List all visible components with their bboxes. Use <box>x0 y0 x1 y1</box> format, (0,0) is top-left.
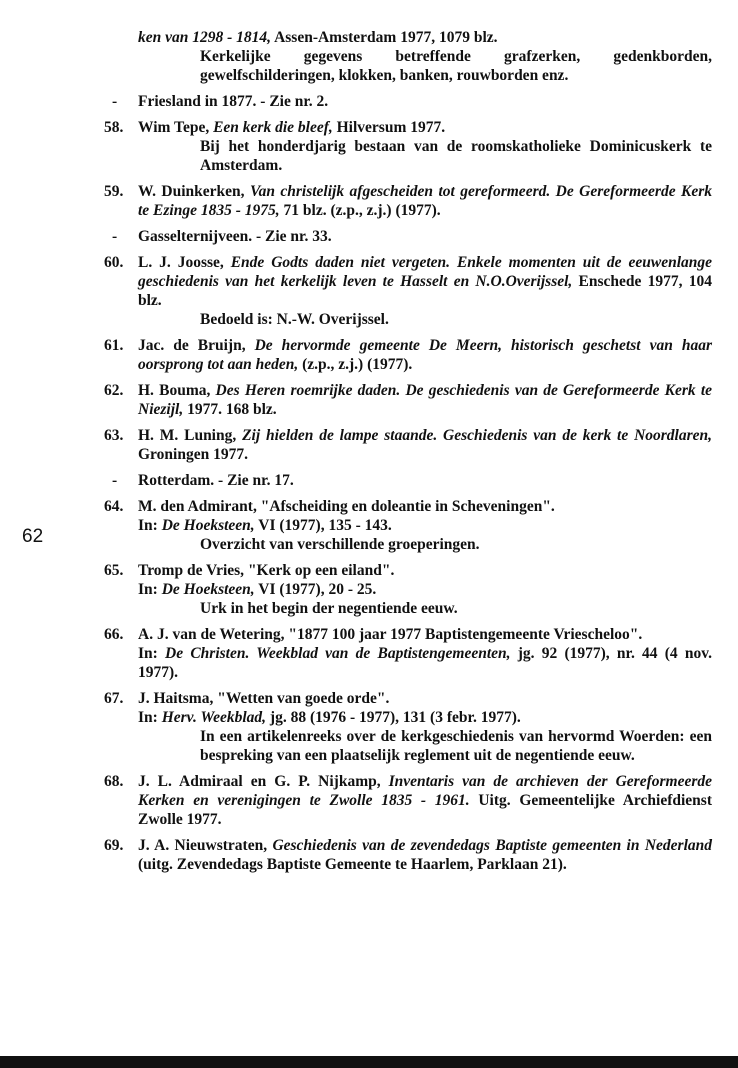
cross-reference-text: Friesland in 1877. - Zie nr. 2. <box>138 93 329 110</box>
entry-65 <box>102 561 712 618</box>
entry-author: A. J. van de Wetering, <box>138 626 285 643</box>
entry-source <box>138 516 712 535</box>
entry-citation <box>138 497 712 516</box>
journal-issue: jg. 88 (1976 - 1977), 131 (3 febr. 1977). <box>266 709 521 726</box>
journal-name: Herv. Weekblad, <box>161 709 267 726</box>
entry-66 <box>102 625 712 682</box>
journal-name: De Hoeksteen, <box>161 581 255 598</box>
entry-author: J. A. Nieuwstraten, <box>138 837 268 854</box>
entry-marker: - <box>112 472 118 489</box>
in-label: In: <box>138 709 158 726</box>
entry-61 <box>102 336 712 374</box>
entry-author: Wim Tepe, <box>138 119 210 136</box>
entry-publication: 1977. 168 blz. <box>183 401 277 418</box>
entry-source <box>138 580 712 599</box>
entry-publication: Groningen 1977. <box>138 446 248 463</box>
entry-marker: - <box>112 228 118 245</box>
journal-name: De Christen. Weekblad van de Baptistengemeenten, <box>165 645 511 662</box>
entry-68 <box>102 772 712 829</box>
entry-number: 66. <box>104 626 124 643</box>
entry-article-title: "Wetten van goede orde". <box>213 690 390 707</box>
journal-name: De Hoeksteen, <box>161 517 255 534</box>
entry-number: 68. <box>104 773 124 790</box>
entry-author: H. M. Luning, <box>138 427 237 444</box>
entry-marker: - <box>112 93 118 110</box>
entry-citation <box>138 253 712 310</box>
entry-58 <box>102 118 712 175</box>
cross-reference-text: Gasselternijveen. - Zie nr. 33. <box>138 228 332 245</box>
entry-64 <box>102 497 712 554</box>
entry-62 <box>102 381 712 419</box>
entry-author: J. L. Admiraal en G. P. Nijkamp, <box>138 773 381 790</box>
entry-citation <box>138 772 712 829</box>
entry-number: 63. <box>104 427 124 444</box>
entry-69 <box>102 836 712 874</box>
entry-publication: Enschede 1977, 104 blz. <box>138 273 712 309</box>
entry-publication: Uitg. Gemeentelijke Archiefdienst Zwolle 1977. <box>138 792 712 828</box>
entry-number: 62. <box>104 382 124 399</box>
entry-article-title: "Afscheiding en doleantie in Scheveningen". <box>256 498 555 515</box>
journal-issue: VI (1977), 135 - 143. <box>254 517 392 534</box>
entry-description: Urk in het begin der negentiende eeuw. <box>200 600 458 617</box>
entry-citation <box>138 336 712 374</box>
cross-reference-rotterdam <box>102 471 712 490</box>
entry-title: Des Heren roemrijke daden. De geschiedenis van de Gereformeerde Kerk te Niezijl, <box>138 382 713 418</box>
entry-citation <box>138 689 712 708</box>
entry-author: L. J. Joosse, <box>138 254 224 271</box>
bottom-rule <box>0 1056 738 1068</box>
entry-publication: Assen-Amsterdam 1977, 1079 blz. <box>271 29 498 46</box>
entry-67 <box>102 689 712 765</box>
entry-citation <box>138 625 712 644</box>
entry-number: 58. <box>104 119 124 136</box>
cross-reference-gasselternijveen <box>102 227 712 246</box>
entry-title: Van christelijk afgescheiden tot gereformeerd. De Gereformeerde Kerk te Ezinge 1835 - 1975, <box>138 183 713 219</box>
cross-reference-text: Rotterdam. - Zie nr. 17. <box>138 472 294 489</box>
entry-title: De hervormde gemeente De Meern, historisch geschetst van haar oorsprong tot aan heden, <box>138 337 712 373</box>
entry-citation <box>138 381 712 419</box>
entry-number: 61. <box>104 337 124 354</box>
entry-source <box>138 644 712 682</box>
entry-number: 60. <box>104 254 124 271</box>
bibliography-list <box>102 28 712 881</box>
entry-title: Een kerk die bleef, <box>213 119 333 136</box>
entry-description: Bij het honderdjarig bestaan van de roomskatholieke Dominicuskerk te Amsterdam. <box>200 138 712 174</box>
entry-source <box>138 708 712 727</box>
entry-title: ken van 1298 - 1814, <box>138 29 272 46</box>
entry-author: Jac. de Bruijn, <box>138 337 246 354</box>
entry-number: 67. <box>104 690 124 707</box>
entry-description: Bedoeld is: N.-W. Overijssel. <box>200 311 389 328</box>
entry-citation <box>138 426 712 464</box>
entry-description: Kerkelijke gegevens betreffende grafzerken, gedenkborden, gewelfschilderingen, klokken, banken, rouwborden enz. <box>200 48 712 84</box>
entry-title: Zij hielden de lampe staande. Geschiedenis van de kerk te Noordlaren, <box>242 427 713 444</box>
in-label: In: <box>138 517 158 534</box>
entry-citation <box>138 182 712 220</box>
in-label: In: <box>138 645 158 662</box>
entry-number: 64. <box>104 498 124 515</box>
entry-publication: (uitg. Zevendedags Baptiste Gemeente te Haarlem, Parklaan 21). <box>138 856 567 873</box>
entry-63 <box>102 426 712 464</box>
journal-issue: jg. 92 (1977), nr. 44 (4 nov. 1977). <box>138 645 713 681</box>
page-number: 62 <box>22 526 44 547</box>
entry-publication: (z.p., z.j.) (1977). <box>298 356 413 373</box>
entry-number: 65. <box>104 562 124 579</box>
entry-60 <box>102 253 712 329</box>
in-label: In: <box>138 581 158 598</box>
entry-continuation <box>102 28 712 85</box>
entry-number: 59. <box>104 183 124 200</box>
entry-title: Inventaris van de archieven der Gereformeerde Kerken en verenigingen te Zwolle 1835 - 1961. <box>138 773 712 809</box>
entry-author: H. Bouma, <box>138 382 211 399</box>
entry-citation <box>138 28 712 47</box>
entry-59 <box>102 182 712 220</box>
cross-reference-friesland <box>102 92 712 111</box>
entry-number: 69. <box>104 837 124 854</box>
entry-publication: Hilversum 1977. <box>332 119 446 136</box>
entry-author: Tromp de Vries, <box>138 562 245 579</box>
entry-article-title: "1877 100 jaar 1977 Baptistengemeente Vriescheloo". <box>284 626 643 643</box>
entry-author: W. Duinkerken, <box>138 183 245 200</box>
entry-title: Ende Godts daden niet vergeten. Enkele momenten uit de eeuwenlange geschiedenis van het kerkelijk leven te Hasselt en N.O.Overijssel, <box>138 254 713 290</box>
entry-citation <box>138 118 712 137</box>
entry-publication: 71 blz. (z.p., z.j.) (1977). <box>279 202 441 219</box>
entry-citation <box>138 561 712 580</box>
entry-author: J. Haitsma, <box>138 690 214 707</box>
entry-title: Geschiedenis van de zevendedags Baptiste gemeenten in Nederland <box>272 837 712 854</box>
entry-citation <box>138 836 712 874</box>
entry-article-title: "Kerk op een eiland". <box>244 562 395 579</box>
journal-issue: VI (1977), 20 - 25. <box>254 581 377 598</box>
entry-description: In een artikelenreeks over de kerkgeschiedenis van hervormd Woerden: een bespreking van een plaatselijk reglement uit de negentiende eeuw. <box>200 728 712 764</box>
entry-author: M. den Admirant, <box>138 498 257 515</box>
entry-description: Overzicht van verschillende groeperingen. <box>200 536 480 553</box>
